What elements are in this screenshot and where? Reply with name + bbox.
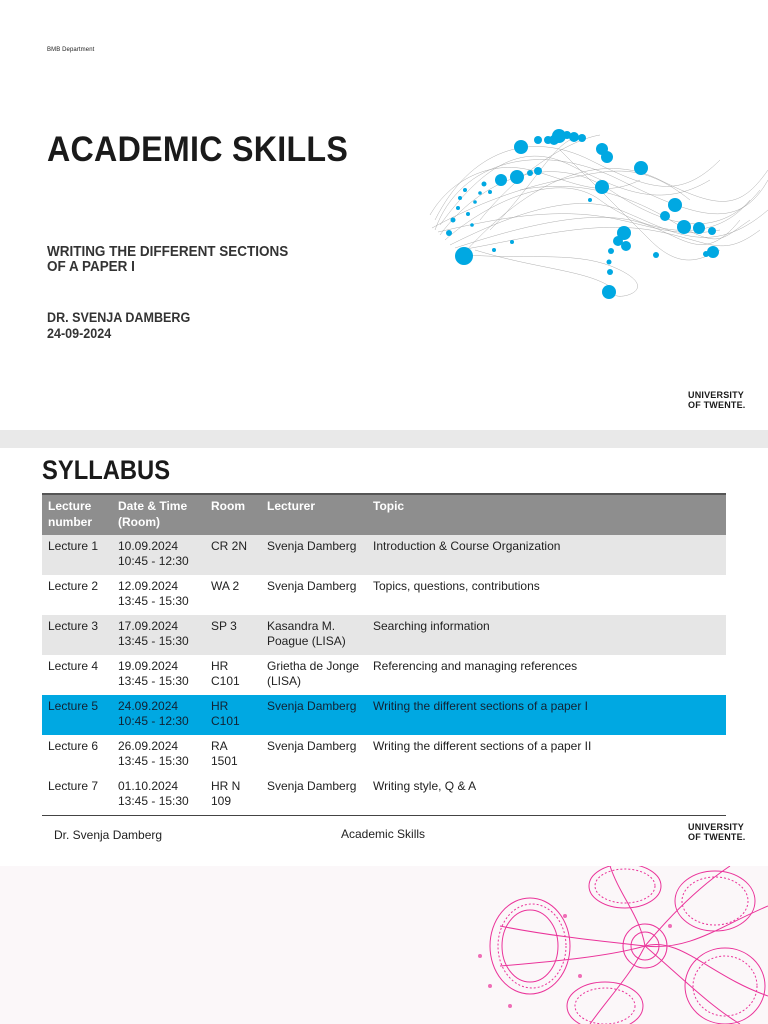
- cell-room: [205, 735, 261, 775]
- cell-time: 13:45 - 15:30: [118, 674, 189, 688]
- network-graphic-icon: [420, 120, 768, 310]
- cell-lecture: Lecture 5: [42, 695, 112, 735]
- cell-lecturer: [261, 575, 367, 615]
- cell-room: [205, 695, 261, 735]
- cell-room-line-2: C101: [211, 714, 240, 728]
- cell-topic: Writing style, Q & A: [367, 775, 726, 816]
- syllabus-table: [42, 493, 726, 816]
- cell-room: [205, 575, 261, 615]
- cell-date: 17.09.2024: [118, 619, 179, 633]
- cell-lecture: Lecture 2: [42, 575, 112, 615]
- cell-date-time: [112, 615, 205, 655]
- cell-room-line-2: 109: [211, 794, 232, 808]
- cell-date: 10.09.2024: [118, 539, 179, 553]
- cell-topic: Searching information: [367, 615, 726, 655]
- author-name: DR. SVENJA DAMBERG: [47, 310, 191, 325]
- title-slide: [0, 0, 768, 430]
- cell-lecturer-line-1: Svenja Damberg: [267, 779, 357, 793]
- header-datetime-line-1: Date & Time: [118, 499, 188, 513]
- logo-line-2: OF TWENTE.: [688, 832, 746, 842]
- header-datetime-line-2: (Room): [118, 515, 160, 529]
- subtitle-line-1: WRITING THE DIFFERENT SECTIONS: [47, 244, 289, 260]
- cell-lecture: Lecture 7: [42, 775, 112, 816]
- cell-date-time: [112, 535, 205, 575]
- syllabus-title: SYLLABUS: [42, 455, 171, 485]
- cell-lecturer-line-1: Kasandra M.: [267, 619, 336, 633]
- cell-date-time: [112, 695, 205, 735]
- cell-lecturer: [261, 695, 367, 735]
- header-room: Room: [205, 494, 261, 535]
- university-logo: [688, 822, 746, 842]
- cell-date: 24.09.2024: [118, 699, 179, 713]
- cell-lecturer: [261, 735, 367, 775]
- cell-time: 13:45 - 15:30: [118, 634, 189, 648]
- table-row: [42, 575, 726, 615]
- table-row: [42, 655, 726, 695]
- cell-room-line-1: HR: [211, 659, 229, 673]
- cell-lecture: Lecture 4: [42, 655, 112, 695]
- header-lecture-number: [42, 494, 112, 535]
- cell-room: [205, 775, 261, 816]
- cell-room-line-1: HR N: [211, 779, 241, 793]
- cell-lecturer-line-2: Poague (LISA): [267, 634, 346, 648]
- cell-date: 26.09.2024: [118, 739, 179, 753]
- header-lecture-line-1: Lecture: [48, 499, 92, 513]
- cell-topic: Writing the different sections of a paper II: [367, 735, 726, 775]
- logo-line-1: UNIVERSITY: [688, 822, 745, 832]
- footer-presenter: Dr. Svenja Damberg: [54, 828, 163, 842]
- cell-lecturer: [261, 655, 367, 695]
- table-row: [42, 735, 726, 775]
- cell-time: 10:45 - 12:30: [118, 714, 189, 728]
- cell-lecturer-line-2: (LISA): [267, 674, 302, 688]
- cell-lecturer-line-1: Svenja Damberg: [267, 539, 357, 553]
- cell-date: 01.10.2024: [118, 779, 179, 793]
- slide-subtitle: [47, 245, 326, 275]
- cell-time: 13:45 - 15:30: [118, 754, 189, 768]
- slide-title: ACADEMIC SKILLS: [47, 130, 349, 169]
- cell-date-time: [112, 575, 205, 615]
- cell-room: [205, 535, 261, 575]
- logo-line-1: UNIVERSITY: [688, 390, 745, 400]
- header-lecture-line-2: number: [48, 515, 93, 529]
- cell-lecture: Lecture 6: [42, 735, 112, 775]
- cell-lecturer: [261, 775, 367, 816]
- cell-lecturer-line-1: Svenja Damberg: [267, 699, 357, 713]
- cell-date-time: [112, 735, 205, 775]
- cell-room: [205, 615, 261, 655]
- department-label: BMB Department: [47, 47, 95, 53]
- university-logo: [688, 390, 746, 410]
- cell-room-line-1: SP 3: [211, 619, 237, 633]
- header-topic: Topic: [367, 494, 726, 535]
- cell-lecture: Lecture 3: [42, 615, 112, 655]
- cell-room-line-1: CR 2N: [211, 539, 248, 553]
- cell-room-line-1: WA 2: [211, 579, 240, 593]
- header-lecturer: Lecturer: [261, 494, 367, 535]
- presentation-date: 24-09-2024: [47, 326, 112, 341]
- author-block: [47, 310, 190, 342]
- cell-room: [205, 655, 261, 695]
- header-date-time: [112, 494, 205, 535]
- table-row: [42, 775, 726, 816]
- footer-course: Academic Skills: [341, 827, 426, 841]
- next-slide-preview: [0, 866, 768, 1024]
- table-row-current: [42, 695, 726, 735]
- cell-room-line-1: RA: [211, 739, 228, 753]
- cell-lecture: Lecture 1: [42, 535, 112, 575]
- cell-date: 19.09.2024: [118, 659, 179, 673]
- logo-line-2: OF TWENTE.: [688, 400, 746, 410]
- cell-room-line-2: 1501: [211, 754, 238, 768]
- cell-time: 13:45 - 15:30: [118, 594, 189, 608]
- cell-date: 12.09.2024: [118, 579, 179, 593]
- cell-lecturer-line-1: Grietha de Jonge: [267, 659, 360, 673]
- cell-topic: Introduction & Course Organization: [367, 535, 726, 575]
- cell-lecturer: [261, 615, 367, 655]
- cell-lecturer-line-1: Svenja Damberg: [267, 739, 357, 753]
- cell-lecturer-line-1: Svenja Damberg: [267, 579, 357, 593]
- subtitle-line-2: OF A PAPER I: [47, 259, 135, 275]
- cell-time: 13:45 - 15:30: [118, 794, 189, 808]
- cell-topic: Writing the different sections of a paper I: [367, 695, 726, 735]
- table-row: [42, 615, 726, 655]
- swirl-graphic-icon: [470, 866, 768, 1024]
- cell-room-line-2: C101: [211, 674, 240, 688]
- table-header-row: [42, 494, 726, 535]
- cell-room-line-1: HR: [211, 699, 229, 713]
- cell-lecturer: [261, 535, 367, 575]
- cell-time: 10:45 - 12:30: [118, 554, 189, 568]
- table-row: [42, 535, 726, 575]
- cell-topic: Topics, questions, contributions: [367, 575, 726, 615]
- cell-topic: Referencing and managing references: [367, 655, 726, 695]
- cell-date-time: [112, 655, 205, 695]
- cell-date-time: [112, 775, 205, 816]
